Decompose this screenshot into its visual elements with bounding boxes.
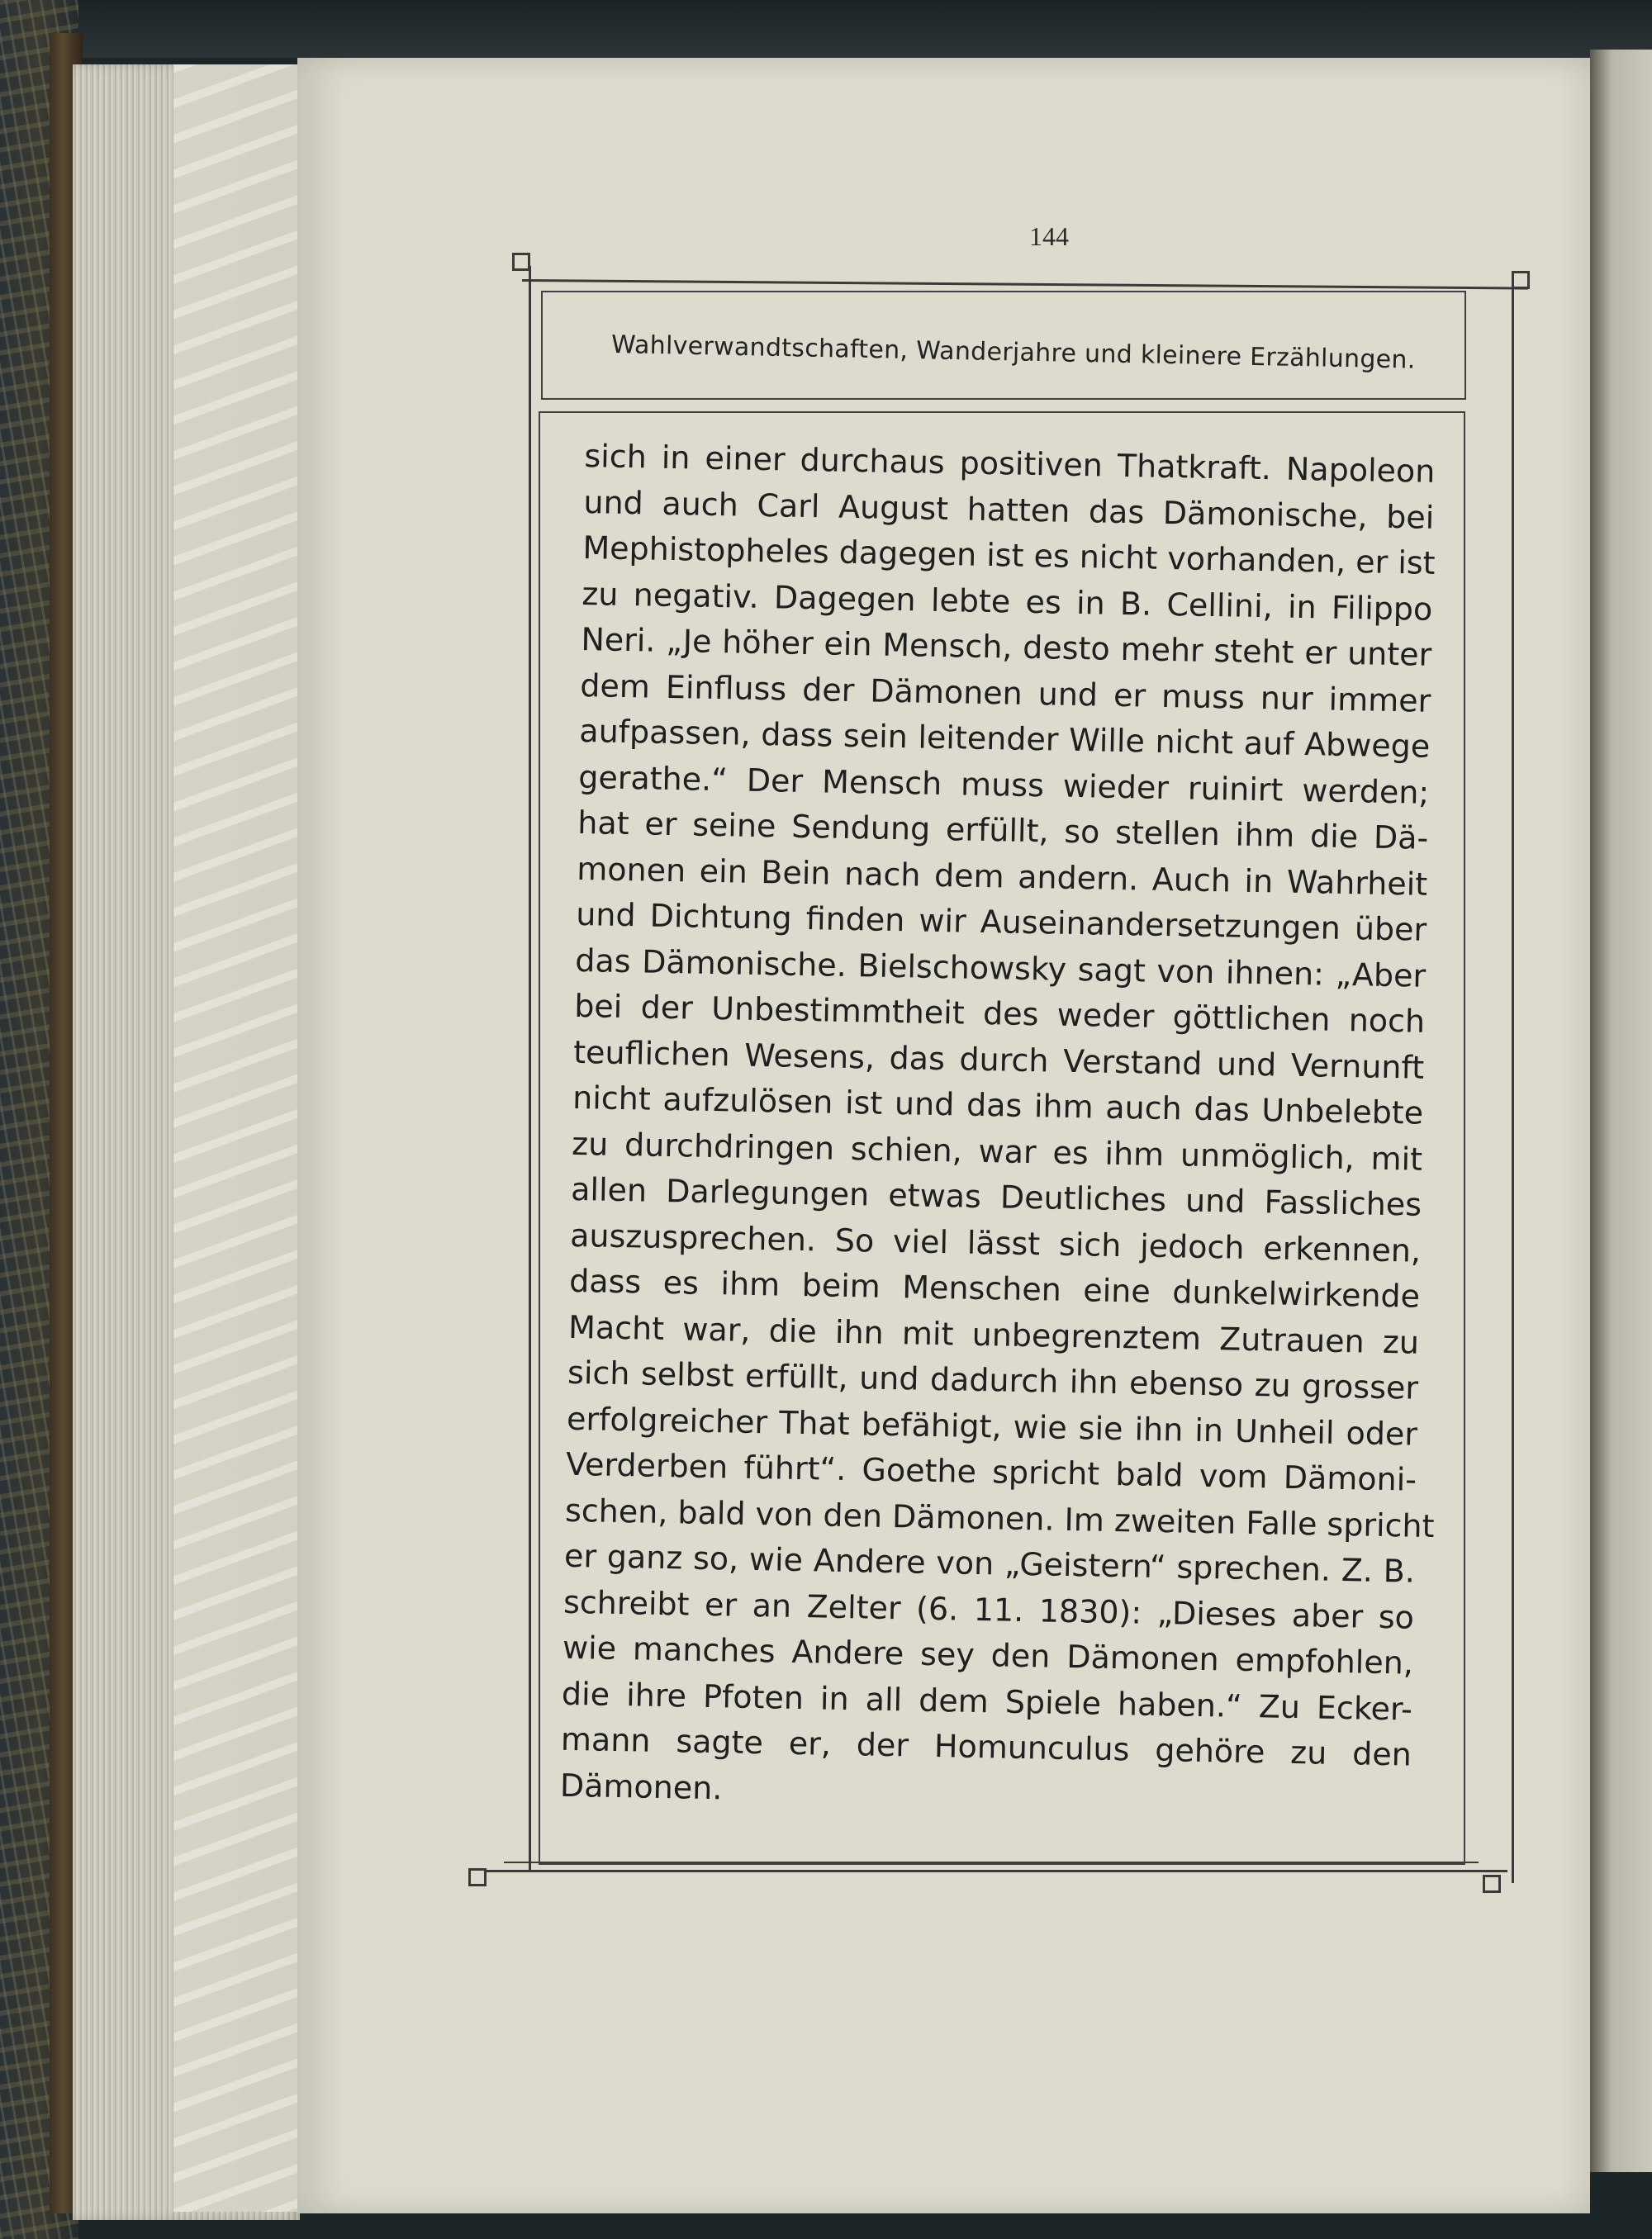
- text-line: das Dämonische. Bielschowsky sagt von ihnen: „Aber: [574, 942, 1427, 994]
- text-line: er ganz so, wie Andere von „Geistern“ sprechen. Z. B.: [563, 1537, 1416, 1590]
- text-line: Mephistopheles dagegen ist es nicht vorhanden, er ist: [582, 529, 1436, 581]
- frame-corner-bottom-left: [468, 1868, 487, 1886]
- text-line: schen, bald von den Dämonen. Im zweiten Falle spricht: [564, 1492, 1435, 1544]
- text-line: und Dichtung finden wir Auseinandersetzungen über: [575, 895, 1427, 948]
- text-line: gerathe.“ Der Mensch muss wieder ruinirt werden;: [577, 758, 1430, 811]
- body-text: [559, 434, 1435, 1824]
- text-line: teuflichen Wesens, das durch Verstand und Vernunft: [572, 1033, 1425, 1086]
- running-head: Wahlverwandtschaften, Wanderjahre und kleinere Erzählungen.: [610, 330, 1416, 375]
- text-line: wie manches Andere sey den Dämonen empfohlen,: [562, 1629, 1414, 1682]
- text-line: sich selbst erfüllt, und dadurch ihn ebenso zu grosser: [567, 1354, 1419, 1406]
- text-line: schreibt er an Zelter (6. 11. 1830): „Dieses aber so: [563, 1583, 1415, 1636]
- frame-corner-bottom-right: [1483, 1875, 1501, 1893]
- text-line: zu durchdringen schien, war es ihm unmöglich, mit: [571, 1125, 1423, 1178]
- text-line: zu negativ. Dagegen lebte es in B. Cellini, in Filippo: [582, 575, 1433, 628]
- text-line: die ihre Pfoten in all dem Spiele haben.“ Zu Ecker-: [561, 1675, 1413, 1728]
- text-line: auszusprechen. So viel lässt sich jedoch erkennen,: [569, 1217, 1422, 1269]
- text-line: Verderben führt“. Goethe spricht bald vom Dämoni-: [565, 1445, 1417, 1498]
- text-line: mann sagte er, der Homunculus gehöre zu den: [560, 1720, 1412, 1773]
- text-line: nicht aufzulösen ist und das ihm auch das Unbelebte: [572, 1079, 1424, 1131]
- text-line: dem Einfluss der Dämonen und er muss nur immer: [580, 666, 1431, 719]
- text-line: und auch Carl August hatten das Dämonische, bei: [583, 483, 1435, 536]
- text-line: allen Darlegungen etwas Deutliches und Fassliches: [570, 1170, 1422, 1223]
- frame-left-rule: [529, 266, 531, 1872]
- frame-corner-top-right: [1512, 271, 1530, 289]
- frame-corner-top-left: [512, 253, 530, 271]
- text-line: bei der Unbestimmtheit des weder göttlichen noch: [573, 987, 1426, 1040]
- frame-bottom-rule: [475, 1870, 1507, 1872]
- text-line: Neri. „Je höher ein Mensch, desto mehr steht er unter: [581, 620, 1432, 673]
- text-line: aufpassen, dass sein leitender Wille nicht auf Abwege: [578, 712, 1431, 765]
- text-line: monen ein Bein nach dem andern. Auch in Wahrheit: [576, 850, 1428, 903]
- text-line: Dämonen.: [559, 1767, 723, 1806]
- background-top: [0, 0, 1652, 58]
- facing-page: [1590, 50, 1652, 2172]
- text-line: erfolgreicher That befähigt, wie sie ihn in Unheil oder: [566, 1400, 1418, 1453]
- text-line: dass es ihm beim Menschen eine dunkelwirkende: [568, 1262, 1421, 1315]
- text-line: sich in einer durchaus positiven Thatkraft. Napoleon: [584, 437, 1436, 490]
- text-line: Macht war, die ihn mit unbegrenztem Zutrauen zu: [567, 1308, 1420, 1361]
- frame-right-rule: [1512, 273, 1514, 1883]
- text-line: hat er seine Sendung erfüllt, so stellen ihm die Dä-: [577, 804, 1429, 856]
- page-gutter: [173, 64, 306, 2212]
- page-number: 144: [1029, 221, 1069, 251]
